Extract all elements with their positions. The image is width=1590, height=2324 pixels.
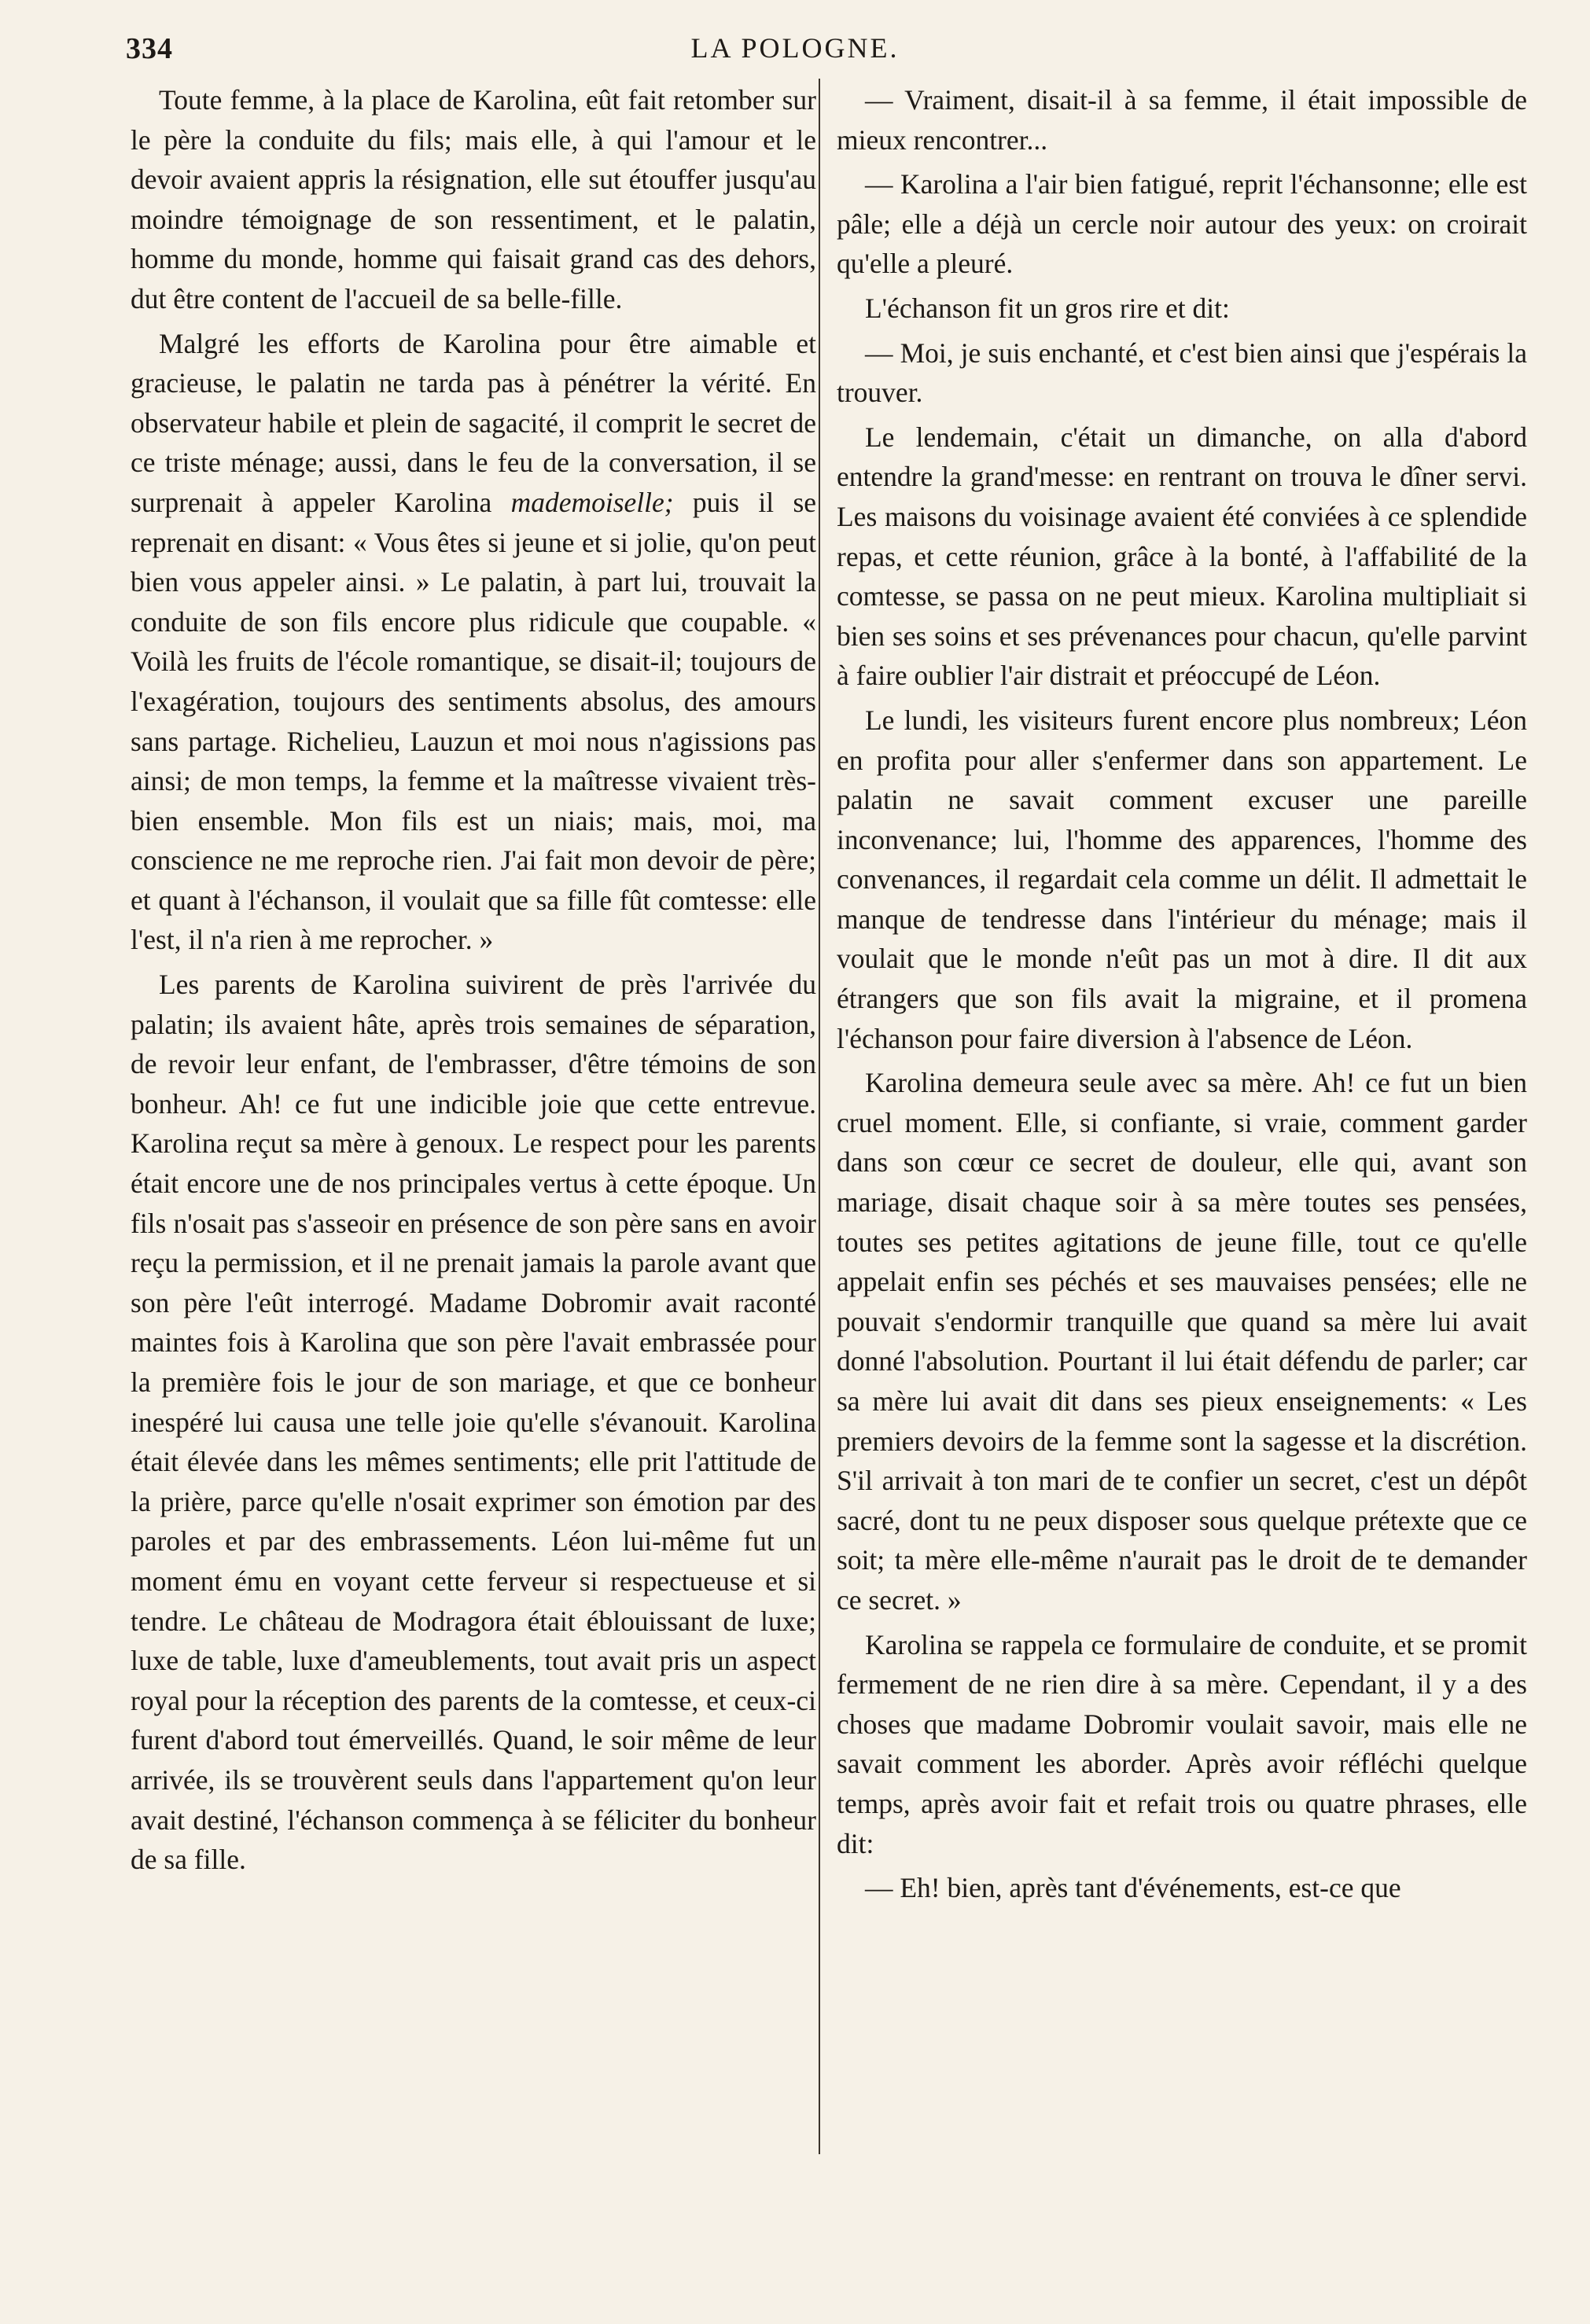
paragraph: Karolina demeura seule avec sa mère. Ah! ce fut un bien cruel moment. Elle, si confiante, si vraie, comment garder dans son cœur ce secret de douleur, elle qui, avant son mariage, disait chaque soir à sa mère toutes ses pensées, toutes ses petites agitations de jeune fille, tout ce qu'elle appelait enfin ses péchés et ses mauvaises pensées; elle ne pouvait s'endormir tranquille que quand sa mère lui avait donné l'absolution. Pourtant il lui était défendu de parler; car sa mère lui avait dit dans ses pieux enseignements: « Les premiers devoirs de la femme sont la sagesse et la discrétion. S'il arrivait à ton mari de te confier un secret, c'est un dépôt sacré, dont tu ne peux disposer sous quelque prétexte que ce soit; ta mère elle-même n'aurait pas le droit de te demander ce secret. » bbox=[837, 1067, 1527, 1616]
column-divider bbox=[819, 79, 820, 2154]
running-title: LA POLOGNE. bbox=[690, 32, 900, 64]
paragraph: Karolina se rappela ce formulaire de conduite, et se promit fermement de ne rien dire à sa mère. Cependant, il y a des choses que madame Dobromir voulait savoir, mais elle ne savait comment les aborder. Après avoir réfléchi quelque temps, après avoir fait et refait trois ou quatre phrases, elle dit: bbox=[837, 1628, 1527, 1859]
paragraph: Toute femme, à la place de Karolina, eût fait retomber sur le père la conduite du fils; mais elle, à qui l'amour et le devoir avaient appris la résignation, elle sut étouffer jusqu'au moindre témoignage de son ressentiment, et le palatin, homme du monde, homme qui faisait grand cas des dehors, dut être content de l'accueil de sa belle-fille. bbox=[131, 84, 816, 314]
left-column bbox=[131, 80, 816, 1885]
paragraph: Le lundi, les visiteurs furent encore plus nombreux; Léon en profita pour aller s'enfermer dans son appartement. Le palatin ne savait comment excuser une pareille inconvenance; lui, l'homme des apparences, l'homme des convenances, il regardait cela comme un délit. Il admettait le manque de tendresse dans l'intérieur du ménage; mais il voulait que le monde n'eût pas un mot à dire. Il dit aux étrangers que son fils avait la migraine, et il promena l'échanson pour faire diversion à l'absence de Léon. bbox=[837, 704, 1527, 1054]
paragraph: Les parents de Karolina suivirent de près l'arrivée du palatin; ils avaient hâte, après trois semaines de séparation, de revoir leur enfant, de l'embrasser, d'être témoins de son bonheur. Ah! ce fut une indicible joie que cette entrevue. Karolina reçut sa mère à genoux. Le respect pour les parents était encore une de nos principales vertus à cette époque. Un fils n'osait pas s'asseoir en présence de son père sans en avoir reçu la permission, et il ne prenait jamais la parole avant que son père l'eût interrogé. Madame Dobromir avait raconté maintes fois à Karolina que son père l'avait embrassée pour la première fois le jour de son mariage, et que ce bonheur inespéré lui causa une telle joie qu'elle s'évanouit. Karolina était élevée dans les mêmes sentiments; elle prit l'attitude de la prière, parce qu'elle n'osait exprimer son émotion par des paroles et par des embrassements. Léon lui-même fut un moment ému en voyant cette ferveur si respectueuse et si tendre. Le château de Modragora était éblouissant de luxe; luxe de table, luxe d'ameublements, tout avait pris un aspect royal pour la réception des parents de la comtesse, et ceux-ci furent d'abord tout émerveillés. Quand, le soir même de leur arrivée, ils se trouvèrent seuls dans l'appartement qu'on leur avait destiné, l'échanson commença à se féliciter du bonheur de sa fille. bbox=[131, 969, 816, 1876]
paragraph bbox=[131, 324, 816, 961]
paragraph: — Eh! bien, après tant d'événements, est-ce que bbox=[865, 1872, 1401, 1904]
right-column bbox=[837, 80, 1527, 1913]
paragraph-text: Malgré les efforts de Karolina pour être aimable et gracieuse, le palatin ne tarda pas à pénétrer la vérité. En observateur habile et plein de sagacité, il comprit le secret de ce triste ménage; aussi, dans le feu de la conversation, il se surprenait à appeler Karolina bbox=[131, 327, 816, 518]
paragraph: L'échanson fit un gros rire et dit: bbox=[865, 292, 1230, 324]
italic-word: mademoiselle; bbox=[510, 486, 674, 518]
paragraph: — Vraiment, disait-il à sa femme, il était impossible de mieux rencontrer... bbox=[837, 84, 1527, 156]
paragraph: Le lendemain, c'était un dimanche, on alla d'abord entendre la grand'messe: en rentrant on trouva le dîner servi. Les maisons du voisinage avaient été conviées à ce splendide repas, et cette réunion, grâce à la bonté, à l'affabilité de la comtesse, se passa on ne peut mieux. Karolina multipliait si bien ses soins et ses prévenances pour chacun, qu'elle parvint à faire oublier l'air distrait et préoccupé de Léon. bbox=[837, 421, 1527, 692]
paragraph-text: puis il se reprenait en disant: « Vous êtes si jeune et si jolie, qu'on peut bien vous appeler ainsi. » Le palatin, à part lui, trouvait la conduite de son fils encore plus ridicule que coupable. « Voilà les fruits de l'école romantique, se disait-il; toujours de l'exagération, toujours des sentiments absolus, des amours sans partage. Richelieu, Lauzun et moi nous n'agissions pas ainsi; de mon temps, la femme et la maîtresse vivaient très-bien ensemble. Mon fils est un niais; mais, moi, ma conscience ne me reproche rien. J'ai fait mon devoir de père; et quant à l'échanson, il voulait que sa fille fût comtesse: elle l'est, il n'a rien à me reprocher. » bbox=[131, 486, 817, 956]
paragraph: — Karolina a l'air bien fatigué, reprit l'échansonne; elle est pâle; elle a déjà un cercle noir autour des yeux: on croirait qu'elle a pleuré. bbox=[837, 168, 1527, 280]
paragraph: — Moi, je suis enchanté, et c'est bien ainsi que j'espérais la trouver. bbox=[837, 336, 1527, 409]
page-number: 334 bbox=[126, 32, 173, 65]
